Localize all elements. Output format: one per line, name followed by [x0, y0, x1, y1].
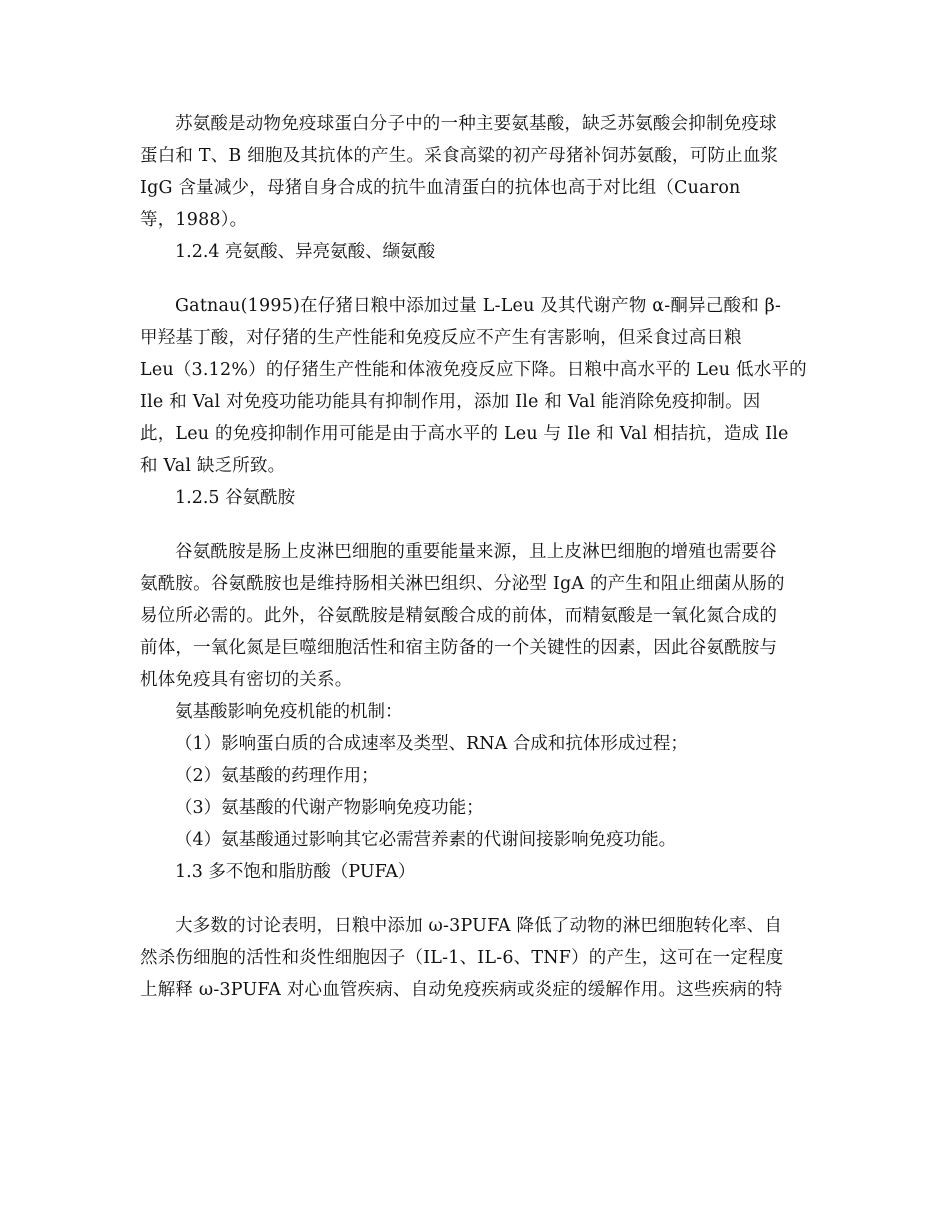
- text-line: IgG 含量减少，母猪自身合成的抗牛血清蛋白的抗体也高于对比组（Cuaron: [140, 178, 741, 198]
- mechanism-item-1: （1）影响蛋白质的合成速率及类型、RNA 合成和抗体形成过程；: [175, 734, 688, 754]
- text-line: 等，1988）。: [140, 210, 248, 230]
- mechanism-title: 氨基酸影响免疫机能的机制：: [175, 702, 403, 722]
- paragraph-pufa: [140, 910, 812, 1006]
- text-line: 此，Leu 的免疫抑制作用可能是由于高水平的 Leu 与 Ile 和 Val 相拮抗，造成 Ile: [140, 424, 789, 444]
- text-line: 前体，一氧化氮是巨噬细胞活性和宿主防备的一个关键性的因素，因此谷氨酰胺与: [140, 638, 778, 658]
- document-page: [140, 108, 812, 1006]
- text-line: 氨酰胺。谷氨酰胺也是维持肠相关淋巴组织、分泌型 IgA 的产生和阻止细菌从肠的: [140, 574, 785, 594]
- section-heading-1-2-5: 1.2.5 谷氨酰胺: [175, 488, 296, 508]
- text-line: Ile 和 Val 对免疫功能功能具有抑制作用，添加 Ile 和 Val 能消除免疫抑制。因: [140, 392, 761, 412]
- text-line: Leu（3.12%）的仔猪生产性能和体液免疫反应下降。日粮中高水平的 Leu 低水平的: [140, 360, 807, 380]
- text-line: 谷氨酰胺是肠上皮淋巴细胞的重要能量来源，且上皮淋巴细胞的增殖也需要谷: [175, 542, 777, 562]
- paragraph-threonine: [140, 108, 812, 236]
- text-line: 大多数的讨论表明，日粮中添加 ω-3PUFA 降低了动物的淋巴细胞转化率、自: [175, 916, 783, 936]
- section-heading-1-2-4: 1.2.4 亮氨酸、异亮氨酸、缬氨酸: [175, 242, 436, 262]
- mechanism-item-4: （4）氨基酸通过影响其它必需营养素的代谢间接影响免疫功能。: [175, 830, 677, 850]
- text-line: 甲羟基丁酸，对仔猪的生产性能和免疫反应不产生有害影响，但采食过高日粮: [140, 328, 742, 348]
- text-line: 和 Val 缺乏所致。: [140, 456, 286, 476]
- text-line: 上解释 ω-3PUFA 对心血管疾病、自动免疫疾病或炎症的缓解作用。这些疾病的特: [140, 980, 783, 1000]
- mechanism-item-2: （2）氨基酸的药理作用；: [175, 766, 379, 786]
- text-line: 然杀伤细胞的活性和炎性细胞因子（IL-1、IL-6、TNF）的产生，这可在一定程度: [140, 948, 784, 968]
- paragraph-glutamine: [140, 536, 812, 696]
- text-line: 蛋白和 T、B 细胞及其抗体的产生。采食高粱的初产母猪补饲苏氨酸，可防止血浆: [140, 146, 779, 166]
- text-line: 苏氨酸是动物免疫球蛋白分子中的一种主要氨基酸，缺乏苏氨酸会抑制免疫球: [175, 114, 777, 134]
- mechanism-item-3: （3）氨基酸的代谢产物影响免疫功能；: [175, 798, 484, 818]
- text-line: Gatnau(1995)在仔猪日粮中添加过量 L-Leu 及其代谢产物 α-酮异己酸和 β-: [175, 296, 782, 316]
- text-line: 机体免疫具有密切的关系。: [140, 670, 353, 690]
- text-line: 易位所必需的。此外，谷氨酰胺是精氨酸合成的前体，而精氨酸是一氧化氮合成的: [140, 606, 778, 626]
- section-heading-1-3: 1.3 多不饱和脂肪酸（PUFA）: [175, 862, 416, 882]
- paragraph-leucine: [140, 290, 812, 482]
